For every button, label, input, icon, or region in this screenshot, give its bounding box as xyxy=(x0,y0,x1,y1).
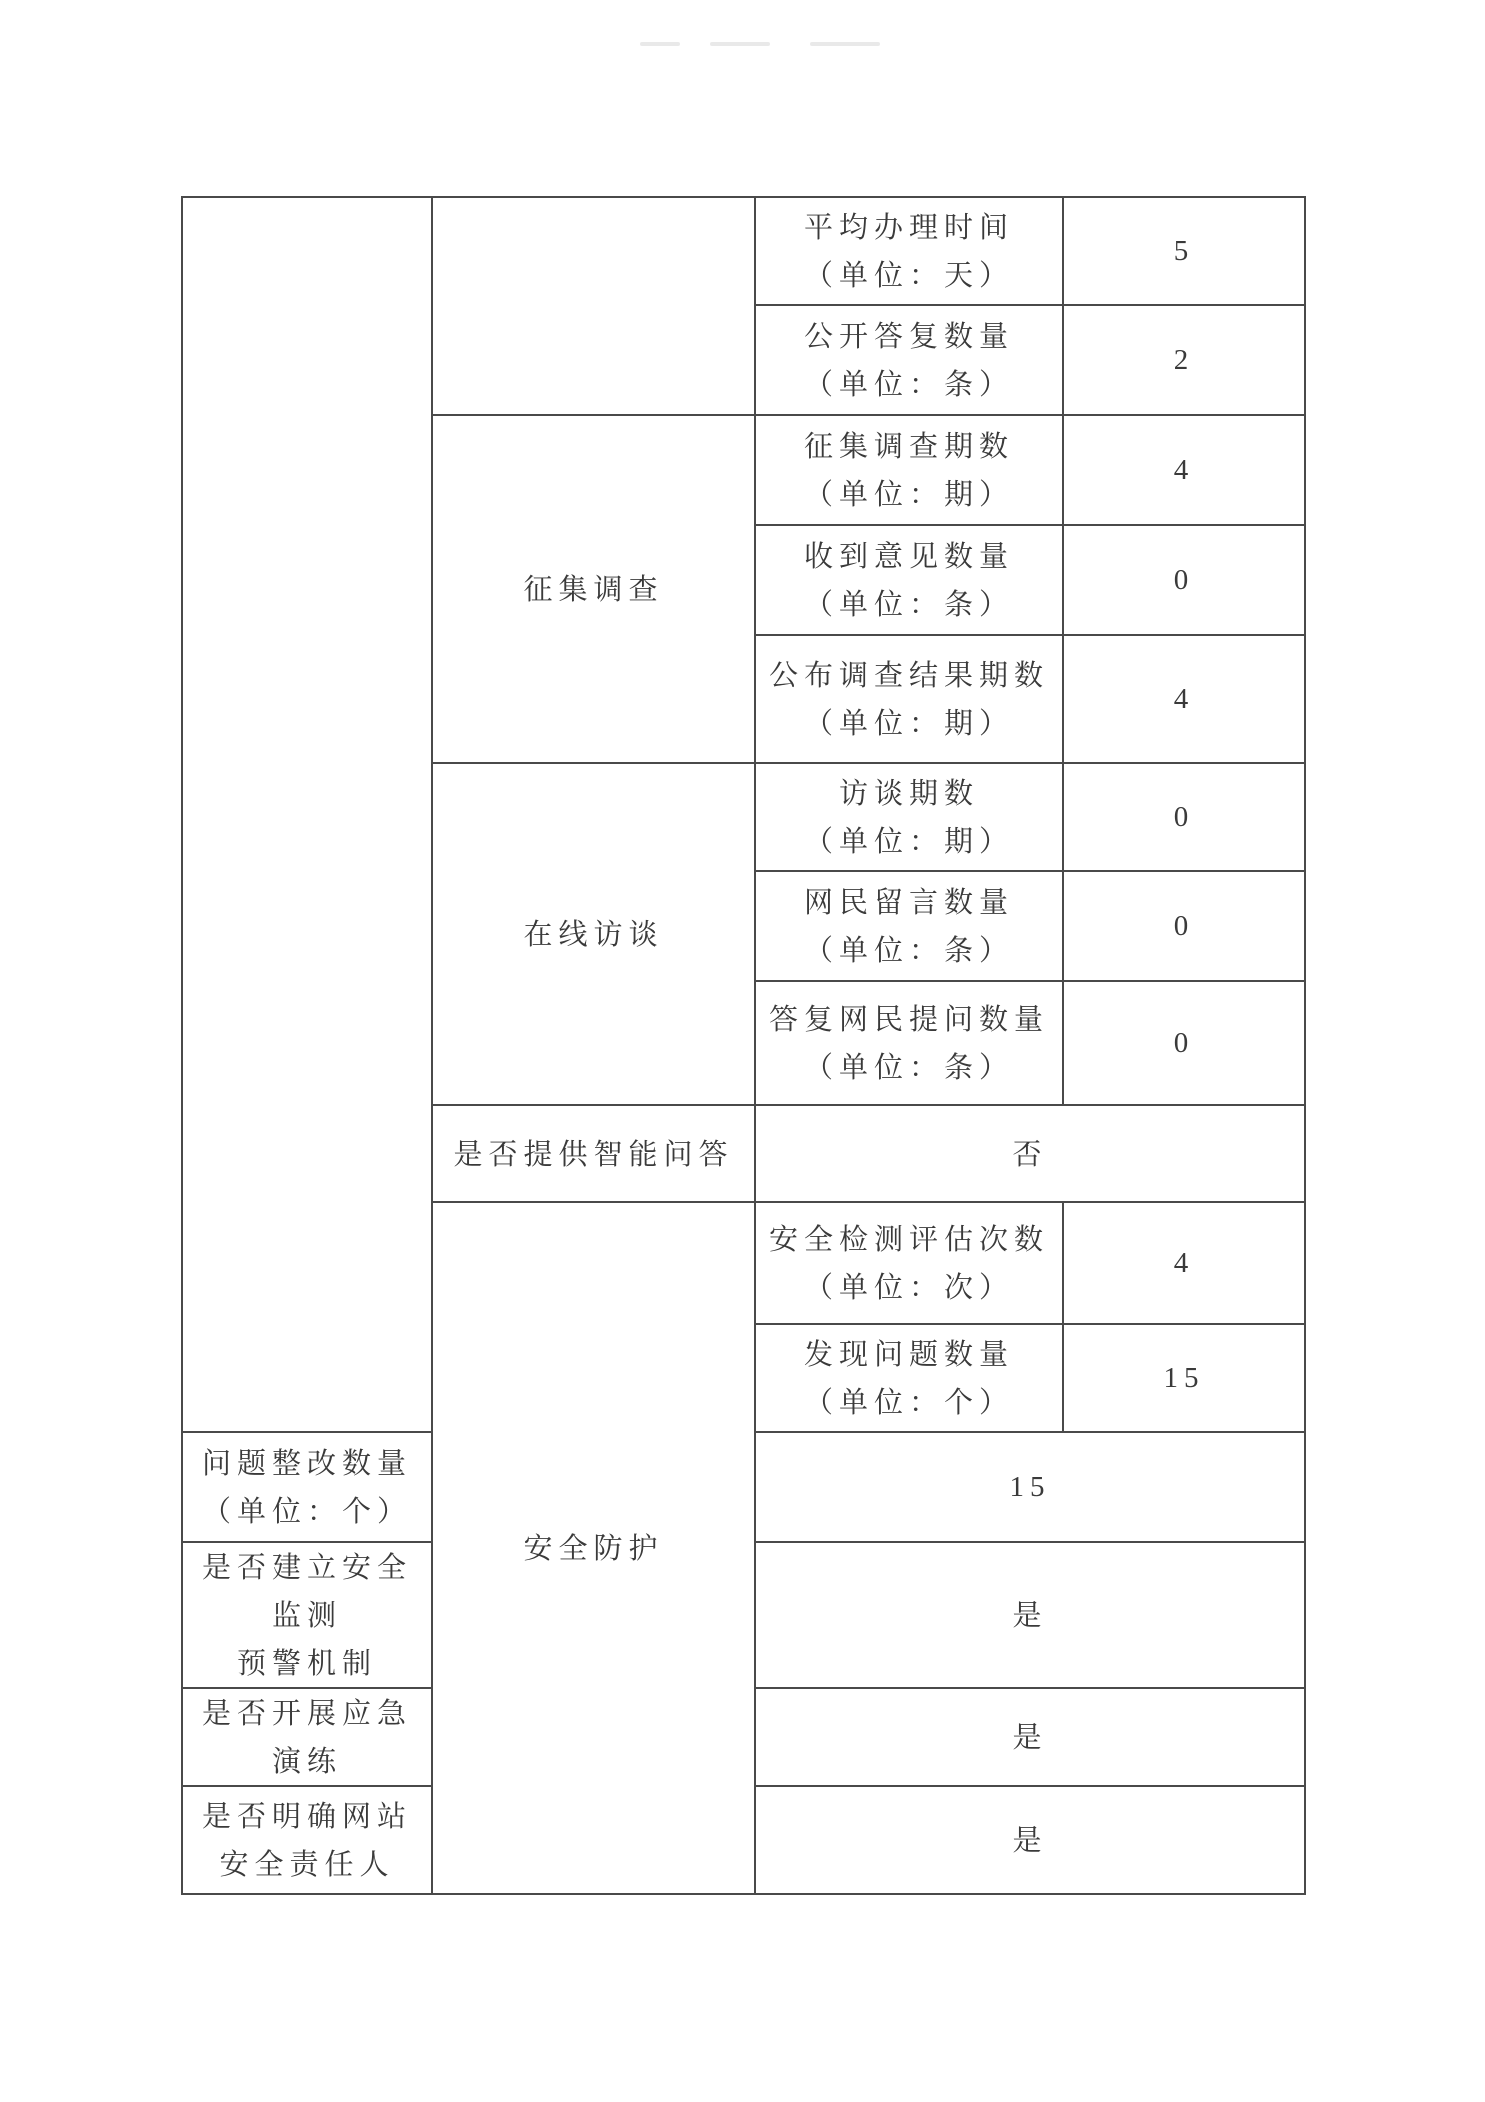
label-unit: （单位：条） xyxy=(803,1050,1014,1084)
label-line: 发现问题数量 xyxy=(803,1337,1014,1371)
label-line: 是否建立安全监测 xyxy=(201,1550,412,1632)
label-line: 收到意见数量 xyxy=(803,539,1014,573)
table-row xyxy=(182,197,1305,305)
group-security: 安全防护 xyxy=(432,1202,755,1894)
value-netizen-messages: 0 xyxy=(1063,871,1305,981)
label-issues-fixed xyxy=(182,1432,432,1542)
scan-artifact xyxy=(640,38,900,52)
value-interview-periods: 0 xyxy=(1063,763,1305,871)
label-answered-questions xyxy=(755,981,1063,1105)
label-line: 安全责任人 xyxy=(219,1847,395,1881)
label-drills: 是否开展应急演练 xyxy=(182,1688,432,1786)
group-survey: 征集调查 xyxy=(432,415,755,763)
value-avg-time: 5 xyxy=(1063,197,1305,305)
label-line: 公开答复数量 xyxy=(803,319,1014,353)
label-security-checks xyxy=(755,1202,1063,1324)
label-results-published xyxy=(755,635,1063,763)
label-unit: （单位：期） xyxy=(803,477,1014,511)
label-issues-found xyxy=(755,1324,1063,1432)
label-opinions-received xyxy=(755,525,1063,635)
value-security-checks: 4 xyxy=(1063,1202,1305,1324)
subcategory-cell-empty xyxy=(432,197,755,415)
label-unit: （单位：期） xyxy=(803,824,1014,858)
value-drills: 是 xyxy=(755,1688,1305,1786)
label-line: 是否明确网站 xyxy=(201,1799,412,1833)
label-unit: （单位：次） xyxy=(803,1270,1014,1304)
label-line: 平均办理时间 xyxy=(803,210,1014,244)
label-monitoring xyxy=(182,1542,432,1688)
label-interview-periods xyxy=(755,763,1063,871)
group-interview: 在线访谈 xyxy=(432,763,755,1105)
label-public-reply xyxy=(755,305,1063,415)
label-responsible xyxy=(182,1786,432,1894)
value-issues-found: 15 xyxy=(1063,1324,1305,1432)
label-survey-periods xyxy=(755,415,1063,525)
category-cell-empty xyxy=(182,197,432,1432)
label-line: 安全检测评估次数 xyxy=(768,1222,1049,1256)
label-avg-time xyxy=(755,197,1063,305)
report-table xyxy=(181,196,1306,1895)
label-line: 征集调查期数 xyxy=(803,429,1014,463)
value-survey-periods: 4 xyxy=(1063,415,1305,525)
value-smart-qa: 否 xyxy=(755,1105,1305,1202)
label-unit: （单位：期） xyxy=(803,706,1014,740)
value-answered-questions: 0 xyxy=(1063,981,1305,1105)
label-line: 公布调查结果期数 xyxy=(768,658,1049,692)
value-monitoring: 是 xyxy=(755,1542,1305,1688)
label-smart-qa: 是否提供智能问答 xyxy=(432,1105,755,1202)
label-netizen-messages xyxy=(755,871,1063,981)
label-unit: （单位：个） xyxy=(803,1385,1014,1419)
label-unit: （单位：条） xyxy=(803,587,1014,621)
value-public-reply: 2 xyxy=(1063,305,1305,415)
label-line: 预警机制 xyxy=(236,1646,377,1680)
label-unit: （单位：条） xyxy=(803,933,1014,967)
label-line: 答复网民提问数量 xyxy=(768,1002,1049,1036)
label-unit: （单位：天） xyxy=(803,258,1014,292)
value-opinions-received: 0 xyxy=(1063,525,1305,635)
label-line: 访谈期数 xyxy=(838,776,979,810)
label-line: 问题整改数量 xyxy=(201,1446,412,1480)
label-unit: （单位：条） xyxy=(803,367,1014,401)
label-unit: （单位：个） xyxy=(201,1494,412,1528)
value-issues-fixed: 15 xyxy=(755,1432,1305,1542)
label-line: 网民留言数量 xyxy=(803,885,1014,919)
value-responsible: 是 xyxy=(755,1786,1305,1894)
value-results-published: 4 xyxy=(1063,635,1305,763)
